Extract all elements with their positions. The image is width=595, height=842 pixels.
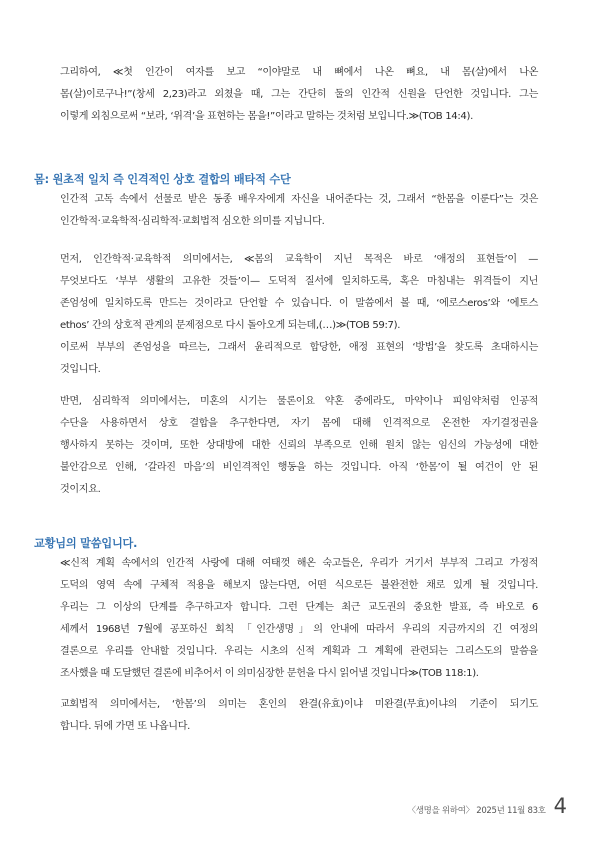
text-line: 것입니다. [60, 364, 101, 375]
text-line: 인간적 고독 속에서 선물로 받은 동종 배우자에게 자신을 내어준다는 것, 그래서 “한몸을 이룬다”는 것은 [60, 194, 538, 205]
text-line: 먼저, 인간학적·교육학적 의미에서는, ≪몸의 교육학이 지닌 목적은 바로 ‘애정의 표현들’이 — [60, 254, 538, 265]
publication-info: 〈생명을 위하여〉 2025년 11월 83호 [407, 806, 546, 816]
text-line: 무엇보다도 ‘부부 생활의 고유한 것들’이— 도덕적 질서에 일치하도록, 혹은 마침내는 위격들이 지닌 [60, 276, 538, 287]
text-line: 그리하여, ≪첫 인간이 여자를 보고 “이야말로 내 뼈에서 나온 뼈요, 내 몸(살)에서 나온 [60, 67, 538, 78]
section2-paragraph-1 [60, 553, 538, 685]
page-number: 4 [553, 794, 567, 818]
text-line: 불안감으로 인해, ‘갈라진 마음’의 비인격적인 행동을 하는 것입니다. 아직 ‘한몸’이 될 여건이 안 된 [60, 462, 538, 473]
text-line: ethos’ 간의 상호적 관계의 문제점으로 다시 돌아오게 되는데,(…)≫(TOB 59:7). [60, 320, 401, 331]
page-footer [408, 792, 567, 818]
text-line: 몸(살)이로구나!”(창세 2,23)라고 외쳤을 때, 그는 간단히 둘의 인간적 신원을 단언한 것입니다. 그는 [60, 89, 538, 100]
text-line: 수단을 사용하면서 상호 결합을 추구한다면, 자기 몸에 대해 인격적으로 온전한 자기결정권을 [60, 418, 538, 429]
text-line: 도덕의 영역 속에 구체적 적용을 해보지 않는다면, 어떤 식으로든 불완전한 채로 있게 될 것입니다. [60, 580, 538, 591]
section-heading-pope-words: 교황님의 말씀입니다. [34, 537, 138, 550]
text-line: 우리는 그 이상의 단계를 추구하고자 합니다. 그런 단계는 최근 교도권의 중요한 발표, 즉 바오로 6 [60, 602, 538, 613]
text-line: 존엄성에 일치하도록 만드는 것이라고 단언할 수 있습니다. 이 말씀에서 볼 때, ‘에로스eros’와 ‘에토스 [60, 298, 538, 309]
text-line: 이렇게 외침으로써 “보라, ‘위격’을 표현하는 몸을!”이라고 말하는 것처럼 보입니다.≫(TOB 14:4). [60, 111, 473, 122]
text-line: 인간학적·교육학적·심리학적·교회법적 심오한 의미를 지닙니다. [60, 216, 325, 227]
section1-paragraph-1 [60, 189, 538, 233]
text-line: 반면, 심리학적 의미에서는, 미혼의 시기는 물론이요 약혼 중에라도, 마약이나 피임약처럼 인공적 [60, 396, 538, 407]
section2-paragraph-2 [60, 694, 538, 738]
intro-paragraph [60, 62, 538, 128]
section1-paragraph-3 [60, 391, 538, 501]
section1-paragraph-2 [60, 249, 538, 381]
text-line: 결론으로 우리를 안내할 것입니다. 우리는 시초의 신적 계획과 그 계획에 관련되는 그리스도의 말씀을 [60, 646, 538, 657]
text-line: 행사하지 못하는 것이며, 또한 상대방에 대한 신뢰의 부족으로 인해 원치 않는 임신의 가능성에 대한 [60, 440, 538, 451]
text-line: 합니다. 뒤에 가면 또 나옵니다. [60, 721, 190, 732]
section-heading-body-union: 몸: 원초적 일치 즉 인격적인 상호 결합의 배타적 수단 [34, 173, 291, 186]
text-line: 세께서 1968년 7월에 공포하신 회칙 「인간생명」의 안내에 따라서 우리의 지금까지의 긴 여정의 [60, 624, 538, 635]
text-line: 교회법적 의미에서는, ‘한몸’의 의미는 혼인의 완결(유효)이냐 미완결(무효)이냐의 기준이 되기도 [60, 699, 538, 710]
text-line: 조사했을 때 도달했던 결론에 비추어서 이 의미심장한 문헌을 다시 읽어낼 것입니다≫(TOB 118:1). [60, 668, 479, 679]
text-line: 것이지요. [60, 484, 101, 495]
text-line: ≪신적 계획 속에서의 인간적 사랑에 대해 여태껏 해온 숙고들은, 우리가 거기서 부부적 그리고 가정적 [60, 558, 538, 569]
text-line: 이로써 부부의 존엄성을 따르는, 그래서 윤리적으로 합당한, 애정 표현의 ‘방법’을 찾도록 초대하시는 [60, 342, 538, 353]
